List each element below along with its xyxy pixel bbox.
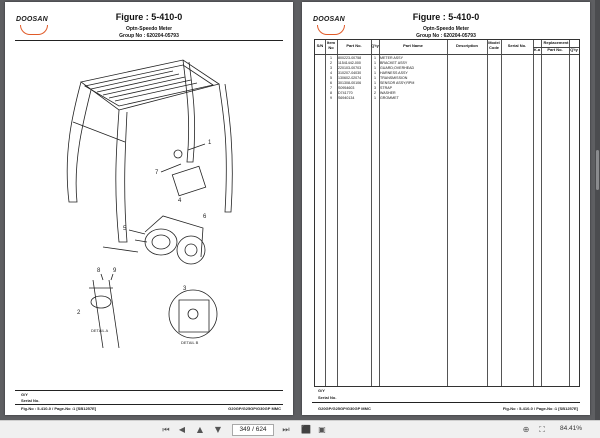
col-item-no: Item No	[326, 40, 336, 50]
serial-label: Serial No.	[318, 395, 337, 400]
col-model-code: Model Code	[488, 40, 500, 50]
next-page-icon[interactable]: ▼	[214, 425, 222, 434]
figure-group: Group No : 620204-05793	[119, 33, 179, 39]
item-no-cell: 8	[330, 91, 332, 95]
scrollbar-thumb[interactable]	[596, 150, 599, 190]
search-icon[interactable]: ⬛	[301, 425, 311, 434]
part-no-cell: S0954603	[338, 86, 355, 90]
callout-8: 8	[97, 268, 101, 274]
zoom-in-icon[interactable]: ⊕	[522, 425, 530, 434]
col-ka: K.a	[533, 47, 541, 52]
col-part-name: Part Name	[403, 43, 423, 48]
callout-4: 4	[178, 198, 182, 204]
figure-title: Figure : 5-410-0	[412, 12, 480, 22]
figure-subtitle: Optn-Speedo Meter	[422, 26, 470, 32]
header-divider	[15, 40, 283, 41]
item-no-cell: 4	[330, 71, 332, 75]
callout-5: 5	[123, 226, 127, 232]
part-name-cell: STRAP	[380, 86, 392, 90]
item-no-cell: 2	[330, 61, 332, 65]
part-no-cell: 130602-02074	[338, 76, 362, 80]
fullscreen-icon[interactable]: ⛶	[539, 425, 545, 434]
header-bottom-line	[315, 54, 579, 55]
col-sn: S/N	[316, 43, 324, 48]
item-no-cell: 6	[330, 81, 332, 85]
part-no-cell: D741770	[338, 91, 353, 95]
qty-cell: 1	[374, 96, 376, 100]
part-name-cell: HARNESS ASSY	[380, 71, 408, 75]
figure-title: Figure : 5-410-0	[115, 12, 183, 22]
part-name-cell: METER ASSY	[380, 56, 403, 60]
detail-b-label: DETAIL B	[181, 340, 199, 345]
col-part-no-2: Part No.	[547, 47, 563, 52]
last-page-icon[interactable]: ⏭	[282, 425, 290, 434]
footer-divider	[312, 402, 580, 403]
part-name-cell: WASHER	[380, 91, 396, 95]
part-name-cell: GUARD;OVERHEAD	[380, 66, 415, 70]
logo-text: DOOSAN	[16, 16, 48, 23]
table-row	[315, 96, 579, 101]
item-no-cell: 7	[330, 86, 332, 90]
part-no-cell: 301308-00106	[338, 81, 362, 85]
part-name-cell: SENSOR ASSY;RPM	[380, 81, 415, 85]
first-page-icon[interactable]: ⏮	[162, 425, 170, 434]
page-number-input[interactable]: 349 / 624	[232, 424, 274, 436]
item-no-cell: 9	[330, 96, 332, 100]
qty-cell: 2	[374, 91, 376, 95]
vertical-scrollbar[interactable]	[595, 0, 600, 420]
callout-3: 3	[183, 286, 187, 292]
part-name-cell: TRANSMISSION	[380, 76, 408, 80]
part-name-cell: GROMMET	[380, 96, 399, 100]
item-no-cell: 1	[330, 56, 332, 60]
detail-a-label: DETAIL A	[91, 328, 109, 333]
parts-drawing	[33, 52, 265, 352]
qty-cell: 1	[374, 61, 376, 65]
prev-page-icon[interactable]: ◀	[178, 425, 186, 434]
footer-divider	[15, 390, 283, 391]
page-parts-list	[302, 2, 590, 415]
callout-2: 2	[77, 310, 81, 316]
callout-7: 7	[155, 170, 159, 176]
serial-label: Serial No.	[21, 398, 40, 403]
qty-cell: 1	[374, 81, 376, 85]
col-qty: Q'ty	[371, 43, 379, 48]
item-no-cell: 5	[330, 76, 332, 80]
part-no-cell: 800223-00758	[338, 56, 362, 60]
col-part-no: Part No.	[346, 43, 362, 48]
parts-table	[314, 39, 580, 387]
qty-cell: 3	[374, 86, 376, 90]
gy-label: G/Y	[21, 392, 28, 397]
gy-label: G/Y	[318, 388, 325, 393]
figure-group: Group No : 620204-05793	[416, 33, 476, 39]
callout-9: 9	[113, 268, 117, 274]
zoom-out-icon[interactable]: ▲	[196, 425, 204, 434]
part-no-cell: 220103-00703	[338, 66, 362, 70]
figure-subtitle: Optn-Speedo Meter	[125, 26, 173, 32]
callout-1: 1	[208, 140, 212, 146]
col-replacement: Replacement	[543, 40, 569, 45]
part-no-cell: 11541442-000	[338, 61, 361, 65]
qty-cell: 1	[374, 71, 376, 75]
page-figure	[5, 2, 293, 415]
col-qty-2: Q'ty	[570, 47, 578, 52]
part-name-cell: BRACKET ASSY	[380, 61, 408, 65]
fig-page-number: Fig-No : 5-410-0 / Page-No :1 [SB1257E]	[502, 406, 578, 411]
qty-cell: 1	[374, 56, 376, 60]
footer-divider-2	[15, 404, 283, 405]
part-no-cell: S6940134	[338, 96, 355, 100]
zoom-level[interactable]: 84.41%	[560, 425, 583, 432]
qty-cell: 1	[374, 66, 376, 70]
fit-page-icon[interactable]: ▣	[318, 425, 326, 434]
viewer-toolbar	[0, 420, 600, 438]
model-text: G20GP/G25GP/G30GP MMC	[228, 406, 281, 411]
part-no-cell: 310207-04030	[338, 71, 362, 75]
qty-cell: 1	[374, 76, 376, 80]
col-serial-no: Serial No.	[507, 43, 527, 48]
logo-text: DOOSAN	[313, 16, 345, 23]
col-description: Description	[455, 43, 478, 48]
item-no-cell: 3	[330, 66, 332, 70]
model-text: G20GP/G25GP/G30GP MMC	[318, 406, 371, 411]
fig-page-number: Fig-No : 5-410-0 / Page-No :1 [SB1257E]	[21, 406, 97, 411]
callout-6: 6	[203, 214, 207, 220]
